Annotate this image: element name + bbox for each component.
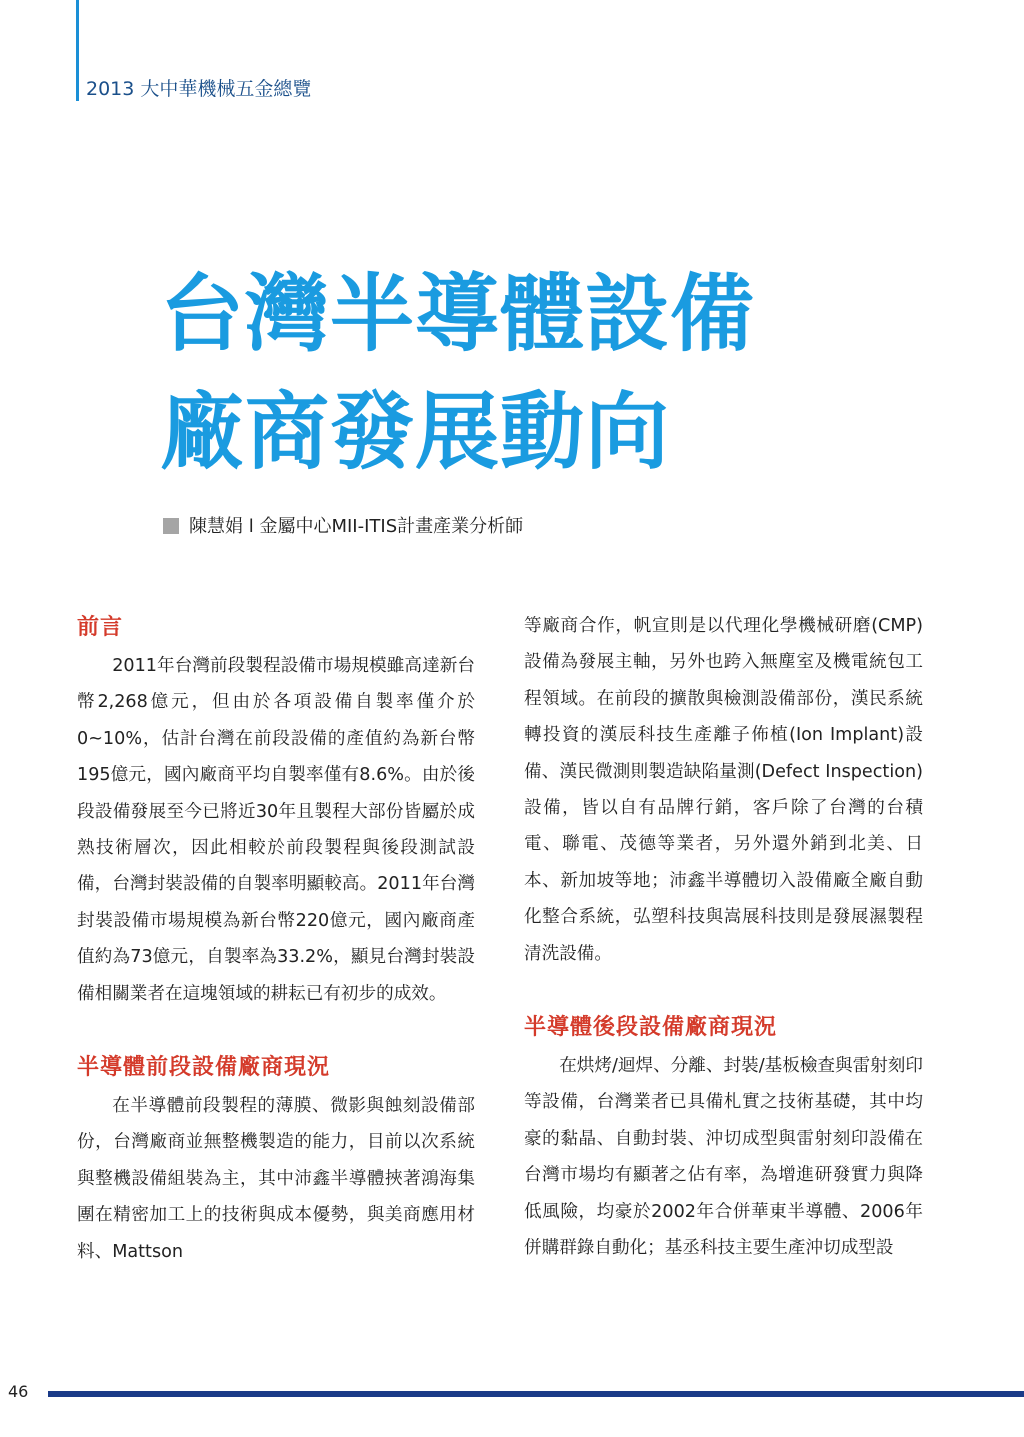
section-heading-backend: 半導體後段設備廠商現況 (524, 1015, 778, 1041)
byline-text: 陳慧娟 l 金屬中心MII-ITIS計畫產業分析師 (189, 516, 524, 537)
article-title (160, 255, 755, 491)
right-column (524, 608, 923, 1267)
left-column (77, 608, 475, 1270)
running-header: 2013 大中華機械五金總覽 (86, 78, 312, 100)
paragraph-intro: 2011年台灣前段製程設備市場規模雖高達新台幣2,268億元，但由於各項設備自製率僅介於0~10%，估計台灣在前段設備的產值約為新台幣195億元，國內廠商平均自製率僅有8.6%。由於後段設備發展至今已將近30年且製程大部份皆屬於成熟技術層次，因此相較於前段製程與後段測試設備，台灣封裝設備的自製率明顯較高。2011年台灣封裝設備市場規模為新台幣220億元，國內廠商產值約為73億元，自製率為33.2%，顯見台灣封裝設備相關業者在這塊領域的耕耘已有初步的成效。 (77, 656, 475, 1004)
title-line-1: 台灣半導體設備 (160, 265, 756, 363)
paragraph-frontend-continued: 等廠商合作，帆宣則是以代理化學機械研磨(CMP)設備為發展主軸，另外也跨入無塵室及機電統包工程領域。在前段的擴散與檢測設備部份，漢民系統轉投資的漢辰科技生產離子佈植(Ion Implant)設備、漢民微測則製造缺陷量測(Defect Inspection)設備，皆以自有品牌行銷，客戶除了台灣的台積電、聯電、茂德等業者，另外還外銷到北美、日本、新加坡等地；沛鑫半導體切入設備廠全廠自動化整合系統，弘塑科技與嵩展科技則是發展濕製程清洗設備。 (524, 616, 923, 964)
footer-rule (48, 1391, 1024, 1397)
square-bullet-icon (163, 518, 179, 534)
page-number: 46 (8, 1382, 29, 1401)
paragraph-backend: 在烘烤/迴焊、分離、封裝/基板檢查與雷射刻印等設備，台灣業者已具備札實之技術基礎，其中均豪的黏晶、自動封裝、沖切成型與雷射刻印設備在台灣市場均有顯著之佔有率，為增進研發實力與降低風險，均豪於2002年合併華東半導體、2006年併購群錄自動化；基丞科技主要生產沖切成型設 (524, 1056, 923, 1259)
title-line-2: 廠商發展動向 (160, 383, 671, 481)
paragraph-frontend: 在半導體前段製程的薄膜、微影與蝕刻設備部份，台灣廠商並無整機製造的能力，目前以次系統與整機設備組裝為主，其中沛鑫半導體挾著鴻海集團在精密加工上的技術與成本優勢，與美商應用材料、Mattson (77, 1096, 475, 1262)
section-heading-intro: 前言 (77, 615, 124, 640)
header-accent-bar (76, 0, 79, 101)
section-heading-frontend: 半導體前段設備廠商現況 (77, 1055, 331, 1081)
author-byline (163, 515, 523, 539)
